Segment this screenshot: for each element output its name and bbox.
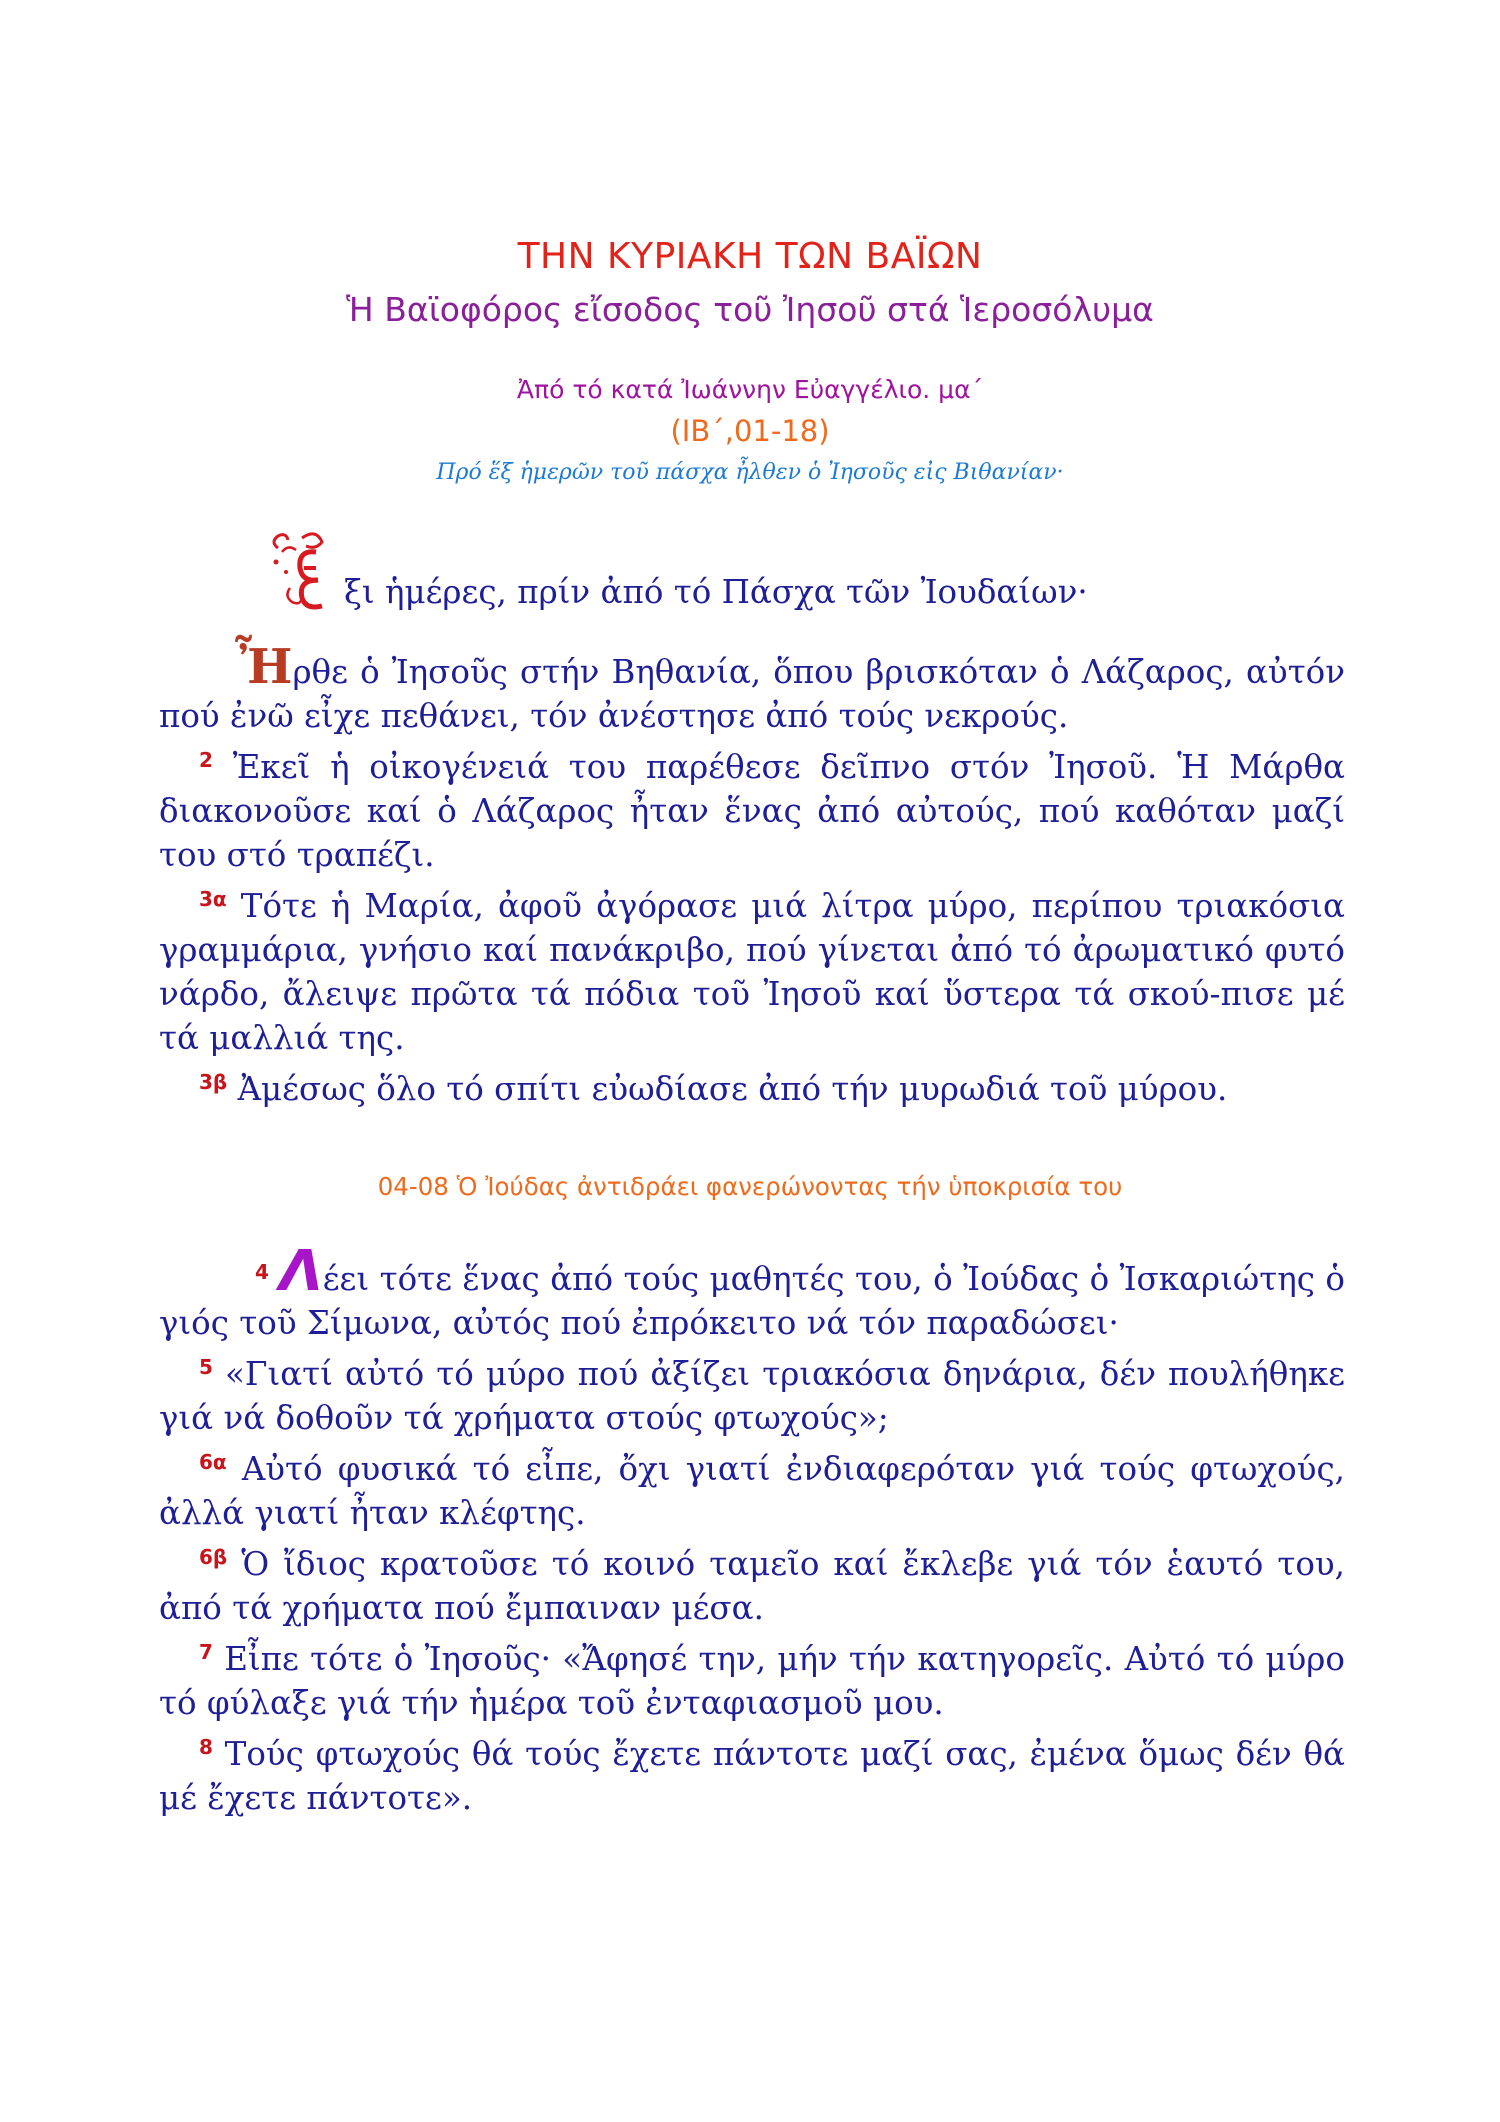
verse-1 (159, 639, 1345, 738)
verse-text: Αὐτό φυσικά τό εἶπε, ὄχι γιατί ἐνδιαφερόταν γιά τούς φτωχούς, ἀλλά γιατί ἦταν κλέφτης. (159, 1450, 1345, 1532)
verse-number: 6β (199, 1545, 228, 1569)
verse-text: Ἐκεῖ ἡ οἰκογένειά του παρέθεσε δεῖπνο στόν Ἰησοῦ. Ἡ Μάρθα διακονοῦσε καί ὁ Λάζαρος ἦταν ἕνας ἀπό αὐτούς, πού καθόταν μαζί του στό τραπέζι. (159, 748, 1345, 874)
verse-3b (159, 1060, 1345, 1111)
verse-number: 4 (255, 1260, 269, 1284)
verse-number: 5 (199, 1355, 213, 1379)
gospel-reference: Ἀπό τό κατά Ἰωάννην Εὐαγγέλιο. μα΄ (516, 375, 984, 404)
verse-text: Εἶπε τότε ὁ Ἰησοῦς· «Ἄφησέ την, μήν τήν κατηγορεῖς. Αὐτό τό μύρο τό φύλαξε γιά τήν ἡμέρα τοῦ ἐνταφιασμοῦ μου. (159, 1640, 1345, 1722)
verse-4 (159, 1239, 1345, 1345)
verse-text: έει τότε ἕνας ἀπό τούς μαθητές του, ὁ Ἰούδας ὁ Ἰσκαριώτης ὁ γιός τοῦ Σίμωνα, αὐτός πού ἐπρόκειτο νά τόν παραδώσει· (159, 1260, 1345, 1342)
verse-6b (159, 1535, 1345, 1630)
verse-1-initial: Ἦ (235, 639, 293, 695)
verse-4-initial: Λ (279, 1239, 323, 1304)
verse-number: 3β (199, 1070, 228, 1094)
verse-text: Ὁ ἴδιος κρατοῦσε τό κοινό ταμεῖο καί ἔκλεβε γιά τόν ἑαυτό του, ἀπό τά χρήματα πού ἔμπαιναν μέσα. (159, 1545, 1345, 1627)
verse-7 (159, 1630, 1345, 1725)
verse-number: 6α (199, 1450, 227, 1474)
verse-text: Τότε ἡ Μαρία, ἀφοῦ ἀγόρασε μιά λίτρα μύρο, περίπου τριακόσια γραμμάρια, γνήσιο καί πανάκριβο, πού γίνεται ἀπό τό ἀρωματικό φυτό νάρδο, ἄλειψε πρῶτα τά πόδια τοῦ Ἰησοῦ καί ὕστερα τά σκού-πισε μέ τά μαλλιά της. (159, 887, 1345, 1057)
verse-1-text: ρθε ὁ Ἰησοῦς στήν Βηθανία, ὅπου βρισκόταν ὁ Λάζαρος, αὐτόν πού ἐνῶ εἶχε πεθάνει, τόν ἀνέστησε ἀπό τούς νεκρούς. (159, 653, 1345, 735)
page-subtitle: Ἡ Βαϊοφόρος εἴσοδος τοῦ Ἰησοῦ στά Ἱεροσόλυμα (346, 290, 1154, 329)
verse-block-part1 (159, 639, 1345, 1111)
verse-text: «Γιατί αὐτό τό μύρο πού ἀξίζει τριακόσια δηνάρια, δέν πουλήθηκε γιά νά δοθοῦν τά χρήματα στούς φτωχούς»; (159, 1355, 1345, 1437)
verse-3a (159, 877, 1345, 1060)
verse-5 (159, 1345, 1345, 1440)
intro-line: Πρό ἕξ ἡμερῶν τοῦ πάσχα ἦλθεν ὁ Ἰησοῦς εἰς Βιθανίαν· (436, 460, 1064, 485)
opening-line: ξι ἡμέρες, πρίν ἀπό τό Πάσχα τῶν Ἰουδαίων· (344, 573, 1088, 611)
verse-text: Τούς φτωχούς θά τούς ἔχετε πάντοτε μαζί σας, ἐμένα ὅμως δέν θά μέ ἔχετε πάντοτε». (159, 1735, 1345, 1817)
verse-8 (159, 1725, 1345, 1820)
verse-2 (159, 738, 1345, 877)
verse-number: 8 (199, 1735, 213, 1759)
verse-number: 3α (199, 887, 227, 911)
verse-6a (159, 1440, 1345, 1535)
verse-number: 2 (199, 748, 213, 772)
illuminated-dropcap-ornament (268, 528, 338, 612)
verse-number: 7 (199, 1640, 213, 1664)
page-title: ΤΗΝ ΚΥΡΙΑΚΗ ΤΩΝ ΒΑΪΩΝ (517, 236, 983, 277)
chapter-reference: (ΙΒ΄,01-18) (670, 414, 830, 448)
verse-text: Ἀμέσως ὅλο τό σπίτι εὐωδίασε ἀπό τήν μυρωδιά τοῦ μύρου. (237, 1070, 1228, 1108)
section-heading: 04-08 Ὁ Ἰούδας ἀντιδράει φανερώνοντας τήν ὑποκρισία του (377, 1172, 1123, 1201)
verse-block-part2 (159, 1239, 1345, 1820)
